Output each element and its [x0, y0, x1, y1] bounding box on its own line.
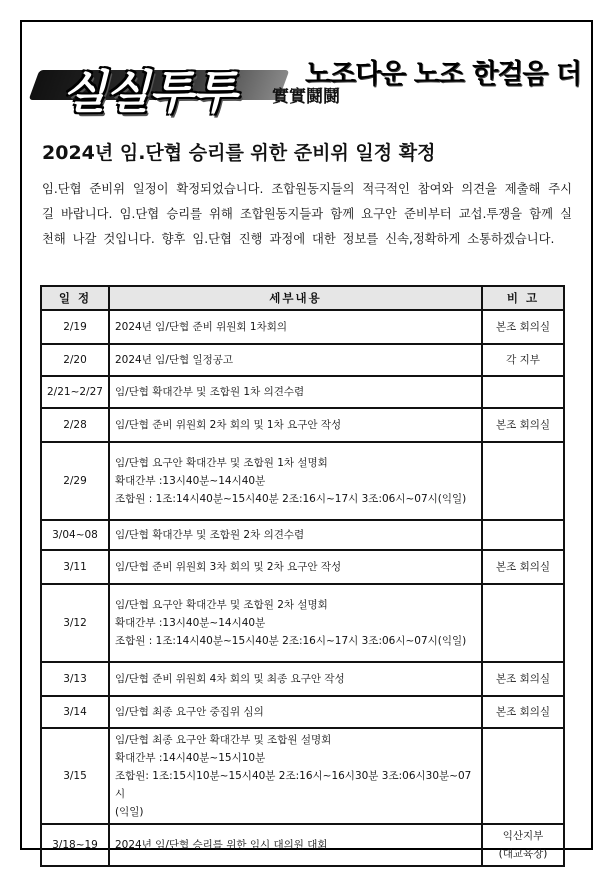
row-date: 3/12	[41, 584, 109, 662]
row-detail	[109, 696, 482, 728]
detail-line: 임/단협 최종 요구안 확대간부 및 조합원 설명회	[114, 734, 332, 746]
row-note	[482, 520, 564, 550]
row-date: 2/29	[41, 442, 109, 520]
logo-text: 실실투투	[62, 65, 236, 119]
page-title: 2024년 임.단협 승리를 위한 준비위 일정 확정	[42, 142, 436, 164]
row-date: 2/19	[41, 310, 109, 344]
table-row	[41, 376, 564, 408]
table-row	[41, 310, 564, 344]
table-row	[41, 728, 564, 824]
row-detail	[109, 310, 482, 344]
row-note: 본조 회의실	[482, 662, 564, 696]
row-date: 3/13	[41, 662, 109, 696]
intro-paragraph: 임.단협 준비위 일정이 확정되었습니다. 조합원동지들의 적극적인 참여와 의견을 제출해 주시길 바랍니다. 임.단협 승리를 위해 조합원동지들과 함께 요구안 준비부터 교섭.투쟁을 함께 실천해 나갈 것입니다. 향후 임.단협 진행 과정에 대한 정보를 신속,정확하게 소통하겠습니다.	[42, 182, 572, 246]
table-row	[41, 408, 564, 442]
table-row	[41, 696, 564, 728]
row-detail	[109, 520, 482, 550]
table-row	[41, 662, 564, 696]
detail-line: (익일)	[114, 806, 144, 818]
detail-line: 임/단협 준비 위원회 3차 회의 및 2차 요구안 작성	[114, 561, 342, 573]
detail-line: 조합원 : 1조:14시40분~15시40분 2조:16시~17시 3조:06시~07시(익일)	[114, 635, 467, 647]
detail-line: 임/단협 요구안 확대간부 및 조합원 2차 설명회	[114, 599, 328, 611]
row-note	[482, 584, 564, 662]
row-note	[482, 728, 564, 824]
row-note	[482, 376, 564, 408]
detail-line: 확대간부 :13시40분~14시40분	[114, 475, 266, 487]
row-detail	[109, 728, 482, 824]
table-row	[41, 344, 564, 376]
detail-line: 2024년 임/단협 일정공고	[114, 354, 234, 366]
table-body	[41, 310, 564, 866]
detail-line: 조합원: 1조:15시10분~15시40분 2조:16시~16시30분 3조:06시30분~07시	[114, 770, 472, 800]
detail-line: 2024년 임/단협 준비 위원회 1차회의	[114, 321, 287, 333]
row-date: 2/21~2/27	[41, 376, 109, 408]
row-date: 3/18~19	[41, 824, 109, 866]
table-header-row	[41, 286, 564, 310]
slogan: 노조다운 노조 한걸음 더	[304, 59, 581, 90]
table-row	[41, 550, 564, 584]
hanja-subtitle: 實實鬪鬪	[272, 87, 340, 107]
row-note	[482, 442, 564, 520]
detail-line: 임/단협 최종 요구안 중집위 심의	[114, 706, 264, 718]
row-note: 각 지부	[482, 344, 564, 376]
row-detail	[109, 584, 482, 662]
row-detail	[109, 344, 482, 376]
row-date: 3/11	[41, 550, 109, 584]
logo	[32, 52, 292, 119]
detail-line: 임/단협 준비 위원회 4차 회의 및 최종 요구안 작성	[114, 673, 345, 685]
row-detail	[109, 824, 482, 866]
page-frame	[20, 20, 593, 860]
row-detail	[109, 442, 482, 520]
header-detail: 세부내용	[109, 286, 482, 310]
detail-line: 임/단협 준비 위원회 2차 회의 및 1차 요구안 작성	[114, 419, 342, 431]
row-date: 3/14	[41, 696, 109, 728]
detail-line: 확대간부 :13시40분~14시40분	[114, 617, 266, 629]
detail-line: 임/단협 확대간부 및 조합원 1차 의견수렴	[114, 386, 305, 398]
row-detail	[109, 376, 482, 408]
row-detail	[109, 408, 482, 442]
header	[22, 22, 591, 122]
row-note: 익산지부 (대교육장)	[482, 824, 564, 866]
table-row	[41, 520, 564, 550]
detail-line: 임/단협 확대간부 및 조합원 2차 의견수렴	[114, 529, 305, 541]
detail-line: 2024년 임/단협 승리를 위한 임시 대의원 대회	[114, 839, 328, 851]
detail-line: 조합원 : 1조:14시40분~15시40분 2조:16시~17시 3조:06시~07시(익일)	[114, 493, 467, 505]
row-detail	[109, 662, 482, 696]
row-date: 2/28	[41, 408, 109, 442]
row-note: 본조 회의실	[482, 550, 564, 584]
row-note: 본조 회의실	[482, 408, 564, 442]
table-row	[41, 824, 564, 866]
table-row	[41, 584, 564, 662]
table-row	[41, 442, 564, 520]
header-note: 비 고	[482, 286, 564, 310]
detail-line: 임/단협 요구안 확대간부 및 조합원 1차 설명회	[114, 457, 328, 469]
row-note: 본조 회의실	[482, 310, 564, 344]
schedule-table	[40, 285, 565, 867]
detail-line: 확대간부 :14시40분~15시10분	[114, 752, 266, 764]
row-date: 3/15	[41, 728, 109, 824]
row-note: 본조 회의실	[482, 696, 564, 728]
row-date: 3/04~08	[41, 520, 109, 550]
header-date: 일 정	[41, 286, 109, 310]
row-date: 2/20	[41, 344, 109, 376]
row-detail	[109, 550, 482, 584]
